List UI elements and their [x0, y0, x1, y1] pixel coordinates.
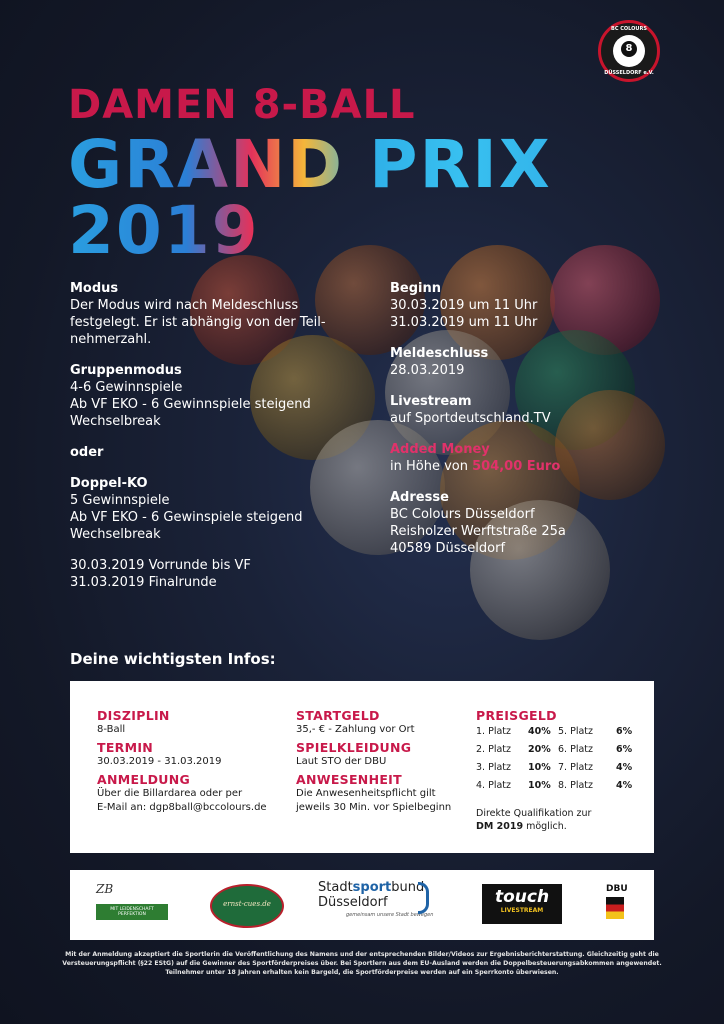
spielkleidung-value: Laut STO der DBU: [296, 756, 387, 767]
anmeldung-heading: ANMELDUNG: [97, 772, 191, 787]
prize-place: 7. Platz: [558, 762, 593, 773]
anwesenheit-line: jeweils 30 Min. vor Spielbeginn: [296, 802, 452, 813]
infos-column-2: [296, 705, 471, 815]
gruppenmodus-line: Wechselbreak: [70, 414, 161, 429]
prize-percent: 4%: [616, 780, 633, 791]
meldeschluss-value: 28.03.2019: [390, 363, 465, 378]
ssb-stadt: Stadt: [318, 880, 353, 895]
prize-percent: 4%: [616, 762, 633, 773]
meldeschluss-heading: Meldeschluss: [390, 346, 489, 361]
schedule-line: 30.03.2019 Vorrunde bis VF: [70, 558, 251, 573]
prize-place: 8. Platz: [558, 780, 593, 791]
adresse-line: BC Colours Düsseldorf: [390, 507, 535, 522]
startgeld-value: 35,- € - Zahlung vor Ort: [296, 724, 415, 735]
termin-heading: TERMIN: [97, 740, 154, 755]
sponsor-touch-logo: [482, 884, 562, 924]
modus-text: Der Modus wird nach Meldeschluss festgelegt. Er ist abhängig von der Teil-nehmerzahl.: [70, 298, 326, 347]
beginn-line: 30.03.2019 um 11 Uhr: [390, 298, 538, 313]
infos-column-1: [97, 705, 287, 815]
qualification-rest: möglich.: [523, 821, 567, 832]
sponsor-bar: [70, 870, 654, 940]
anwesenheit-heading: ANWESENHEIT: [296, 772, 402, 787]
startgeld-heading: STARTGELD: [296, 708, 380, 723]
logo-eight-ball-icon: 8: [621, 41, 637, 57]
qualification-dm: DM 2019: [476, 821, 524, 832]
sponsor-ernst-cues-text: ernst-cues.de: [223, 900, 271, 908]
prize-table: [476, 725, 646, 793]
touch-main: touch: [494, 887, 550, 907]
prize-place: 1. Platz: [476, 726, 511, 737]
adresse-line: 40589 Düsseldorf: [390, 541, 506, 556]
logo-bottom-text: DÜSSELDORF e.V.: [604, 70, 654, 76]
ssb-tagline: gemeinsam unsere Stadt bewegen: [346, 912, 434, 918]
ssb-line-2: Düsseldorf: [318, 895, 388, 910]
ssb-swoosh-icon: [418, 882, 429, 914]
prize-place: 5. Platz: [558, 726, 593, 737]
added-money-text: [390, 458, 660, 475]
beginn-heading: Beginn: [390, 281, 441, 296]
prize-percent: 6%: [616, 726, 633, 737]
sponsor-zb-logo: [96, 882, 168, 928]
logo-top-text: BC COLOURS: [611, 26, 647, 32]
gruppenmodus-heading: Gruppenmodus: [70, 363, 182, 378]
prize-percent: 10%: [528, 762, 551, 773]
touch-sub: LIVESTREAM: [500, 907, 544, 914]
prize-percent: 6%: [616, 744, 633, 755]
qualification-line: Direkte Qualifikation zur: [476, 808, 592, 819]
ssb-line-1: [318, 880, 458, 895]
qualification-note: [476, 807, 646, 833]
sponsor-dbu-logo: [606, 884, 630, 928]
infos-title: Deine wichtigsten Infos:: [70, 650, 276, 668]
doppel-ko-line: 5 Gewinnspiele: [70, 493, 170, 508]
disziplin-value: 8-Ball: [97, 724, 126, 735]
beginn-line: 31.03.2019 um 11 Uhr: [390, 315, 538, 330]
doppel-ko-line: Wechselbreak: [70, 527, 161, 542]
left-info-column: [70, 280, 360, 591]
termin-value: 30.03.2019 - 31.03.2019: [97, 756, 222, 767]
livestream-value: auf Sportdeutschland.TV: [390, 411, 551, 426]
ssb-bund: bund: [391, 880, 425, 895]
spielkleidung-heading: SPIELKLEIDUNG: [296, 740, 412, 755]
infos-column-3: [476, 705, 646, 833]
added-money-heading: Added Money: [390, 442, 490, 457]
prize-place: 3. Platz: [476, 762, 511, 773]
anwesenheit-line: Die Anwesenheitspflicht gilt: [296, 788, 436, 799]
doppel-ko-line: Ab VF EKO - 6 Gewinspiele steigend: [70, 510, 303, 525]
title-line-1: DAMEN 8-BALL: [68, 82, 416, 128]
prize-percent: 20%: [528, 744, 551, 755]
added-money-amount: 504,00 Euro: [472, 459, 561, 474]
title-line-2: GRAND PRIX 2019: [68, 132, 724, 264]
sponsor-zb-mark: ZB: [96, 882, 114, 896]
modus-heading: Modus: [70, 281, 119, 296]
footer-disclaimer: Mit der Anmeldung akzeptiert die Sportlerin die Veröffentlichung des Namens und der entsprechenden Bilder/Videos zur Ergebnisberichterstattung. Gleichzeitig geht die Versteuerungspflicht (§22 EStG) auf die Gewinner des Sportförderpreises über. Bei Sportlern aus dem EU-Ausland werden die Doppelbesteuerungsabkommen angewendet. Teilnehmer unter 18 Jahren erhalten kein Bargeld, die Sportförderpreise werden auf ein Sperrkonto überwiesen.: [62, 951, 662, 976]
disziplin-heading: DISZIPLIN: [97, 708, 170, 723]
club-logo: [598, 20, 660, 82]
anmeldung-line: Über die Billardarea oder per: [97, 788, 243, 799]
infos-box: [70, 681, 654, 853]
anmeldung-email[interactable]: E-Mail an: dgp8ball@bccolours.de: [97, 802, 267, 813]
adresse-line: Reisholzer Werftstraße 25a: [390, 524, 566, 539]
prize-place: 4. Platz: [476, 780, 511, 791]
right-info-column: [390, 280, 660, 557]
prize-place: 6. Platz: [558, 744, 593, 755]
gruppenmodus-line: Ab VF EKO - 6 Gewinnspiele steigend: [70, 397, 311, 412]
livestream-heading: Livestream: [390, 394, 472, 409]
sponsor-zb-tagline: MIT LEIDENSCHAFT PERFEKTION: [96, 904, 168, 920]
doppel-ko-heading: Doppel-KO: [70, 476, 148, 491]
prize-place: 2. Platz: [476, 744, 511, 755]
added-money-prefix: in Höhe von: [390, 459, 473, 474]
sponsor-ernst-cues-logo: [210, 884, 284, 928]
adresse-heading: Adresse: [390, 490, 449, 505]
schedule-line: 31.03.2019 Finalrunde: [70, 575, 217, 590]
ssb-sport: sport: [352, 880, 392, 895]
sponsor-stadtsportbund-logo: [318, 880, 458, 932]
gruppenmodus-line: 4-6 Gewinnspiele: [70, 380, 183, 395]
dbu-text: DBU: [606, 884, 628, 894]
preisgeld-heading: PREISGELD: [476, 708, 557, 723]
dbu-flag-icon: [606, 897, 624, 919]
oder-label: oder: [70, 445, 104, 460]
qualification-line-2: [476, 820, 646, 833]
prize-percent: 40%: [528, 726, 551, 737]
prize-percent: 10%: [528, 780, 551, 791]
